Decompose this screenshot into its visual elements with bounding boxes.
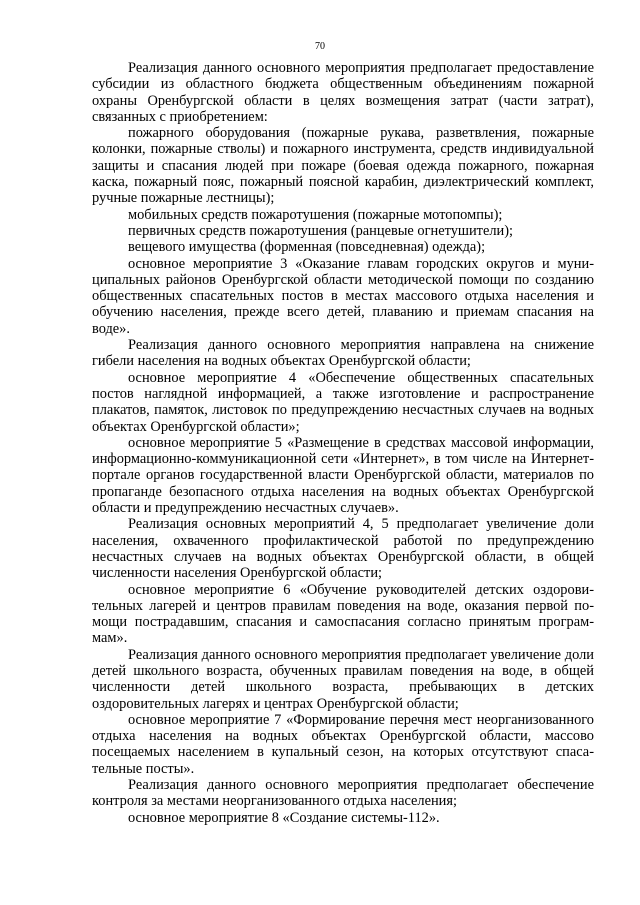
page-number: 70: [315, 41, 325, 52]
paragraph: первичных средств пожаротушения (ранцевые огнетушители);: [128, 222, 514, 239]
paragraph: основное мероприятие 5 «Размещение в средствах массовой информации, информационно-коммуникационной сети «Интернет», в том числе на Интернет-портале органов государственной власти Оренбургской области, материалов по пропаганде безопасного отдыха населения на водных объектах Оренбургской области и предупреждению несчастных случаев».: [92, 434, 594, 517]
paragraph: Реализация данного основного мероприятия предполагает увеличение доли детей школьного возраста, обученных правилам поведения на воде, в общей численности детей школьного возраста, пребывающих в детских оздоровительных лагерях и центрах Оренбургской области;: [92, 646, 594, 712]
paragraph: Реализация основных мероприятий 4, 5 предполагает увеличение доли населения, охваченного профилактической работой по предупреждению несчастных случаев на водных объектах Оренбургской области, в общей численности населения Оренбургской области;: [92, 516, 594, 582]
paragraph: основное мероприятие 7 «Формирование перечня мест неорганизованного отдыха населения на водных объектах Оренбургской области, массово посещаемых населением в купальный сезон, на которых отсутствуют спасательные посты».: [92, 711, 594, 777]
paragraph: основное мероприятие 3 «Оказание главам городских округов и муниципальных районов Оренбургской области методической помощи по созданию общественных спасательных постов в местах массового отдыха населения и обучению населения, прежде всего детей, плаванию и приемам спасания на воде».: [92, 255, 594, 337]
paragraph: основное мероприятие 8 «Создание системы-112».: [128, 809, 440, 826]
paragraph: мобильных средств пожаротушения (пожарные мотопомпы);: [128, 206, 503, 223]
paragraph: основное мероприятие 4 «Обеспечение общественных спасательных постов наглядной информацией, а также изготовление и распространение плакатов, памяток, листовок по предупреждению несчастных случаев на водных объектах Оренбургской области»;: [92, 369, 594, 435]
paragraph: Реализация данного основного мероприятия предполагает обеспечение контроля за местами неорганизованного отдыха населения;: [92, 777, 594, 810]
body-text: [92, 60, 594, 826]
paragraph: основное мероприятие 6 «Обучение руководителей детских оздоровительных лагерей и центров правилам поведения на воде, оказания первой помощи пострадавшим, спасания и самоспасания согласно принятым программам».: [92, 581, 594, 647]
paragraph: пожарного оборудования (пожарные рукава, разветвления, пожарные колонки, пожарные стволы) и пожарного инструмента, средств индивидуальной защиты и спасания людей при пожаре (боевая одежда пожарного, пожарная каска, пожарный пояс, пожарный поясной карабин, диэлектрический комплект, ручные пожарные лестницы);: [92, 125, 594, 207]
paragraph: вещевого имущества (форменная (повседневная) одежда);: [128, 239, 486, 256]
paragraph: Реализация данного основного мероприятия предполагает предоставление субсидии из областного бюджета общественным объединениям пожарной охраны Оренбургской области в целях возмещения затрат (части затрат), связанных с приобретением:: [92, 60, 594, 125]
paragraph: Реализация данного основного мероприятия направлена на снижение гибели населения на водных объектах Оренбургской области;: [92, 337, 594, 370]
